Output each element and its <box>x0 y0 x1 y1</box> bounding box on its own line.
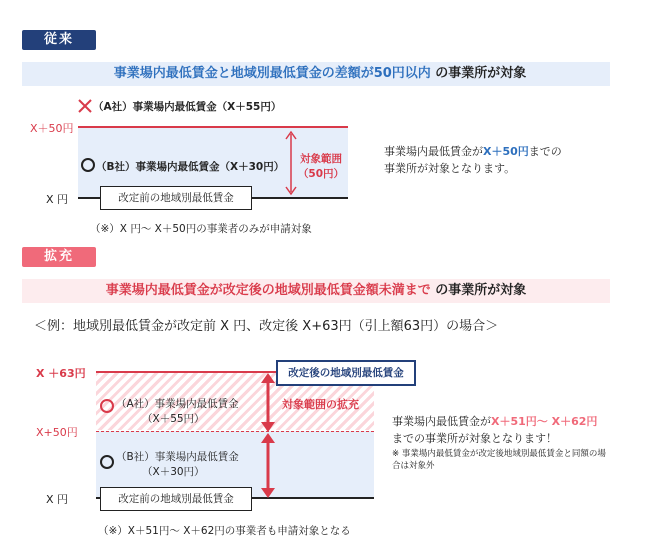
red-circle-icon <box>100 399 114 413</box>
after-company-a <box>116 397 239 427</box>
after-tag: 拡充 <box>22 247 96 267</box>
after-company-b-2: （X＋30円） <box>142 466 205 478</box>
before-banner-tail: の事業所が対象 <box>430 66 527 81</box>
after-base-box: 改定前の地域別最低賃金 <box>100 487 252 511</box>
after-desc-line-1 <box>392 413 644 430</box>
after-desc-line-2: までの事業所が対象となります！ <box>392 432 557 445</box>
after-label-x50: X+50円 <box>36 426 78 439</box>
after-revised-box: 改定後の地域別最低賃金 <box>276 360 416 386</box>
after-desc-1-pre: 事業場内最低賃金が <box>392 415 491 428</box>
before-banner-text <box>30 63 610 85</box>
before-note: （※）X 円～ X＋50円の事業者のみが申請対象 <box>90 223 312 235</box>
before-desc-line-1 <box>384 143 562 160</box>
before-company-b: （B社）事業場内最低賃金（X＋30円） <box>96 161 285 173</box>
before-line-x50 <box>78 126 348 128</box>
after-label-x63: X ＋63円 <box>36 367 86 380</box>
before-banner-main: 事業場内最低賃金と地域別最低賃金の差額が50円以内 <box>113 66 431 81</box>
circle-icon-b <box>100 455 114 469</box>
after-description <box>392 413 644 472</box>
after-company-a-2: （X＋55円） <box>142 413 205 425</box>
before-range-label <box>296 152 346 182</box>
before-range-label-2: （50円） <box>297 168 345 180</box>
after-range-arrow <box>260 372 276 498</box>
after-banner-main: 事業場内最低賃金が改定後の地域別最低賃金額未満まで <box>105 283 431 298</box>
before-range-label-1: 対象範囲 <box>300 153 342 165</box>
after-desc-1-hl: X＋51円～ X＋62円 <box>491 415 598 428</box>
after-note: （※）X＋51円～ X＋62円の事業者も申請対象となる <box>98 525 351 537</box>
before-company-a: （A社）事業場内最低賃金（X＋55円） <box>93 101 282 113</box>
after-company-a-1: （A社）事業場内最低賃金 <box>116 398 239 410</box>
after-line-x50 <box>96 431 374 432</box>
cross-icon <box>78 98 92 112</box>
after-desc-note-1: ※ 事業場内最低賃金が改定後地域別最低賃金と同額の場 <box>392 449 606 459</box>
after-banner-tail: の事業所が対象 <box>430 283 527 298</box>
before-description <box>384 143 562 177</box>
after-banner-text <box>22 280 610 302</box>
after-label-x: X 円 <box>46 493 69 506</box>
before-desc-1-pre: 事業場内最低賃金が <box>384 145 483 158</box>
before-desc-1-hl: X＋50円 <box>483 145 529 158</box>
before-desc-1-post: までの <box>528 145 562 158</box>
after-company-b-1: （B社）事業場内最低賃金 <box>116 451 239 463</box>
before-desc-line-2: 事業所が対象となります。 <box>384 162 516 175</box>
before-label-x: X 円 <box>46 193 69 206</box>
circle-icon <box>81 158 95 172</box>
before-base-box: 改定前の地域別最低賃金 <box>100 186 252 210</box>
before-tag: 従来 <box>22 30 96 50</box>
before-label-x50: X＋50円 <box>30 122 74 135</box>
after-example: ＜例：地域別最低賃金が改定前 X 円、改定後 X+63円（引上額63円）の場合＞ <box>34 319 499 334</box>
after-expand-label: 対象範囲の拡充 <box>282 398 359 411</box>
after-desc-note-2: 合は対象外 <box>392 461 435 471</box>
after-company-b <box>116 450 239 480</box>
